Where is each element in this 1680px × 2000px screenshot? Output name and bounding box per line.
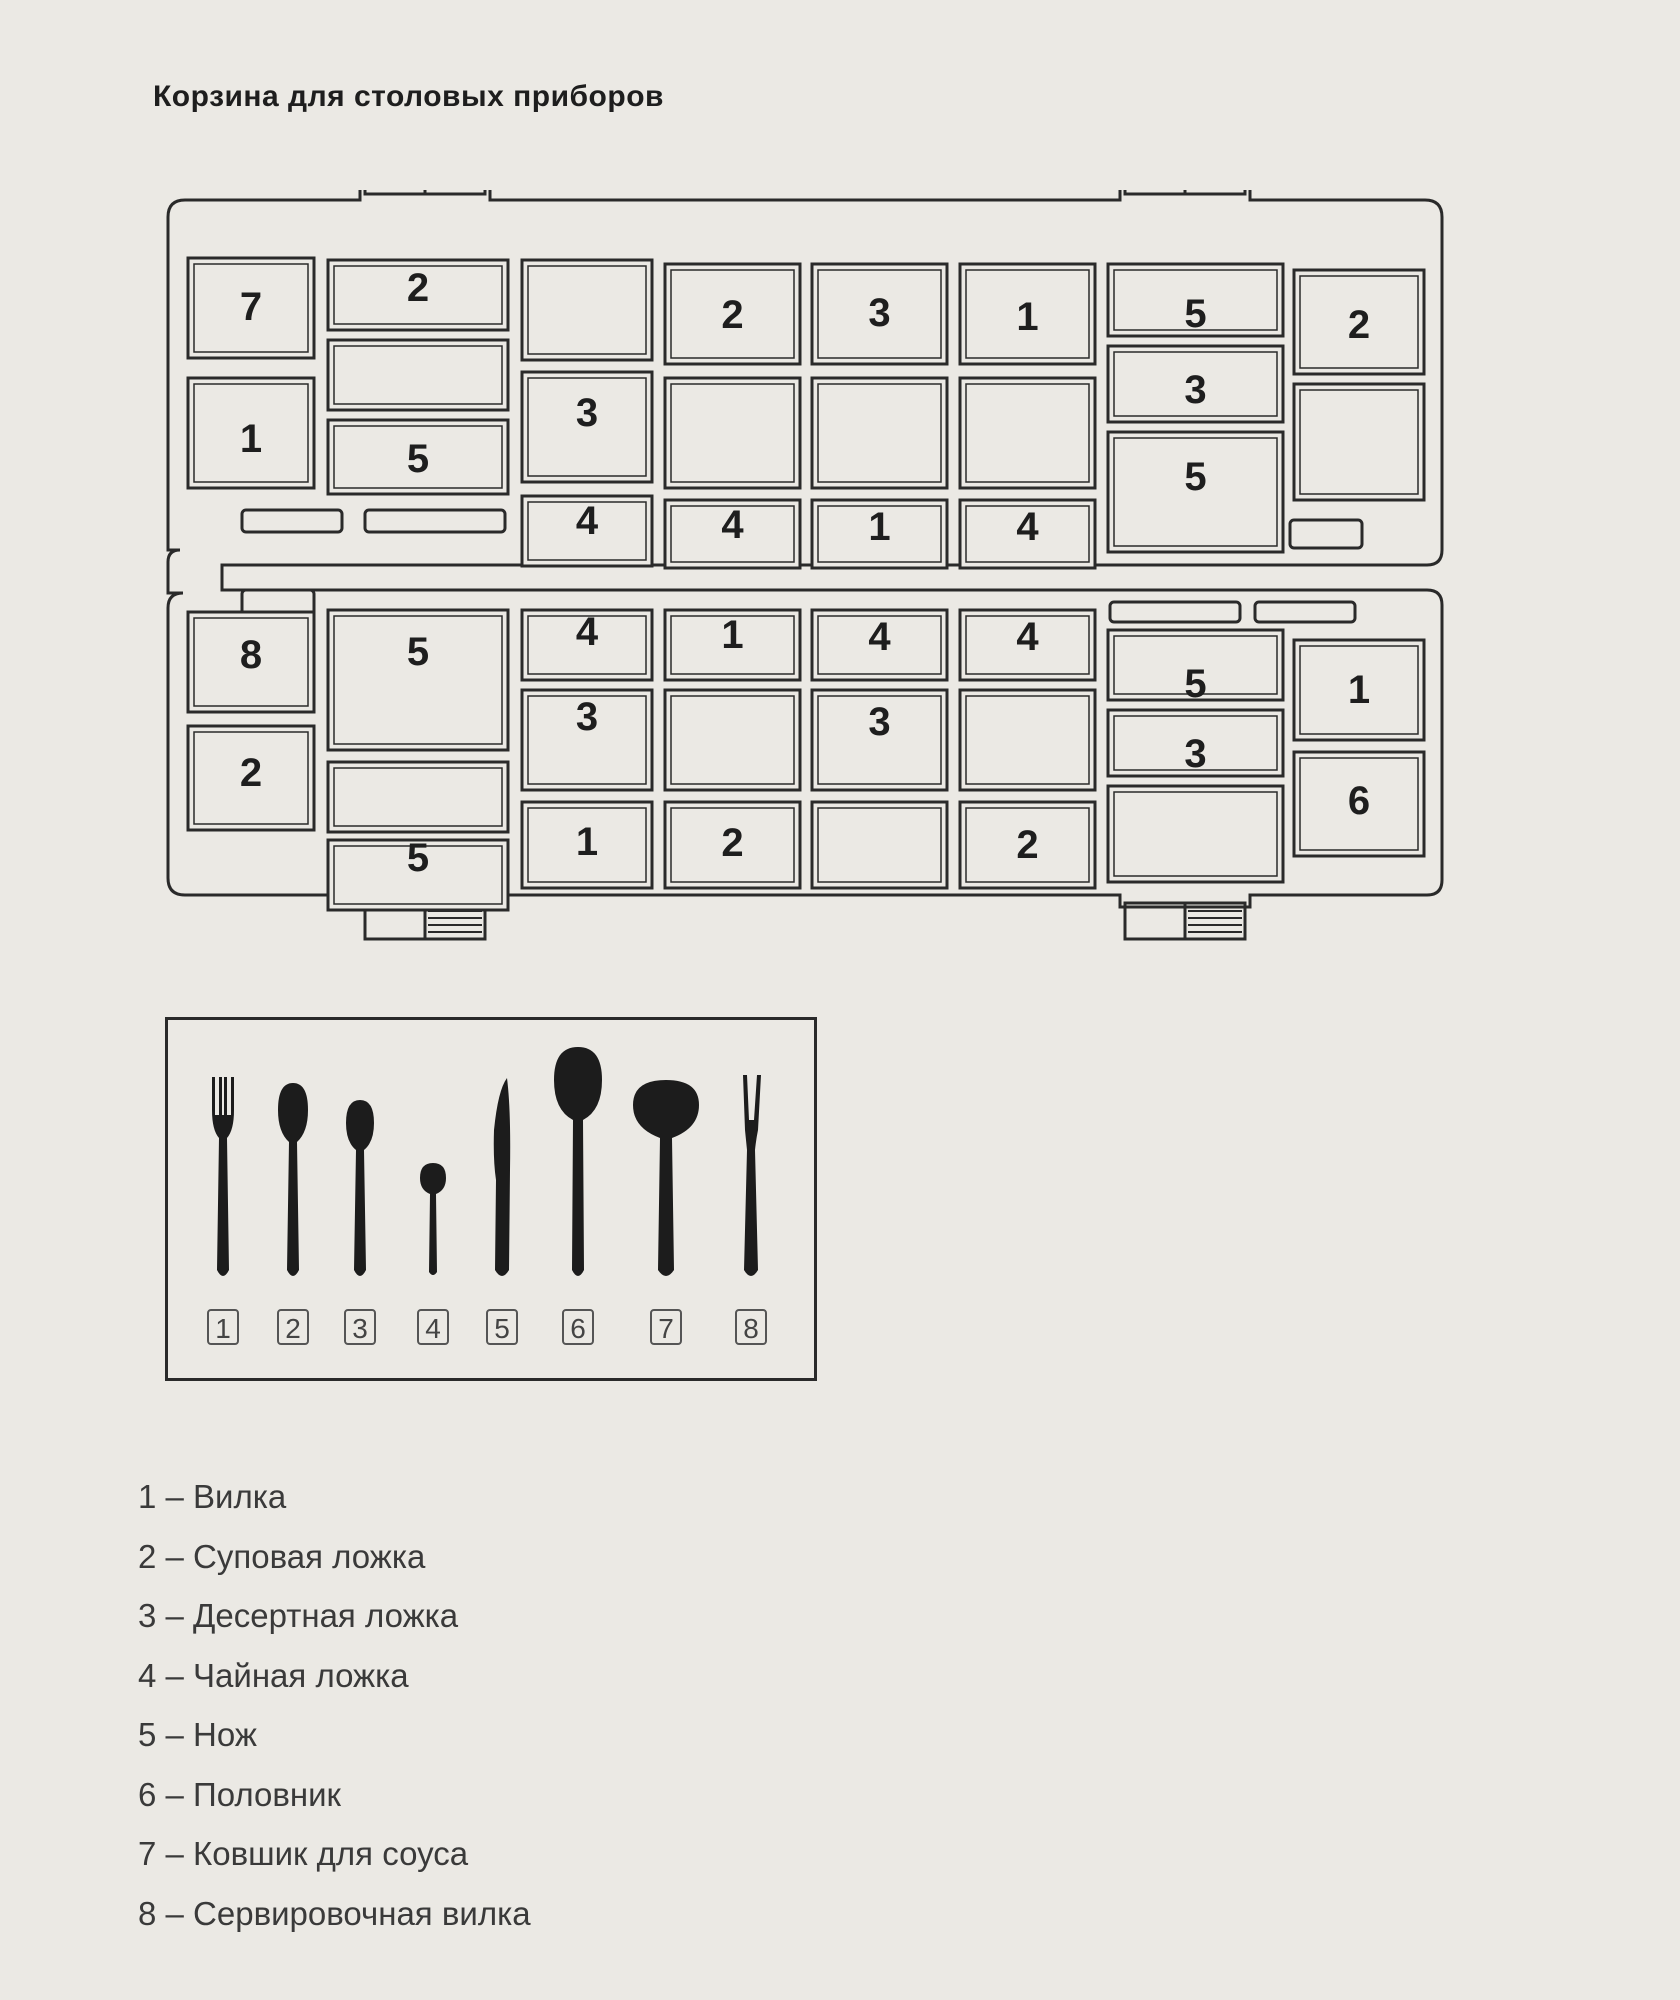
basket-cell-number: 5: [1184, 292, 1207, 336]
basket-cell-number: 1: [239, 417, 263, 461]
legend-item-fork: 1 – Вилка: [138, 1478, 287, 1515]
ladle-icon: [554, 1047, 602, 1276]
basket-cell-number: 2: [1016, 823, 1039, 867]
dessert-spoon-icon: [346, 1100, 374, 1276]
basket-cell-number: 3: [868, 700, 891, 744]
fork-icon: [212, 1077, 234, 1276]
basket-cell-number: 5: [1184, 662, 1207, 706]
key-number: 3: [352, 1313, 368, 1344]
legend-item-teaspoon: 4 – Чайная ложка: [138, 1656, 409, 1694]
cutlery-legend: [138, 1475, 531, 1951]
basket-cell-number: 5: [406, 836, 430, 880]
key-number: 7: [658, 1313, 674, 1344]
basket-cell-number: 3: [575, 391, 599, 435]
legend-item-soup-spoon: 2 – Суповая ложка: [138, 1537, 426, 1575]
basket-cell: [328, 762, 508, 832]
sauce-ladle-icon: [633, 1080, 699, 1276]
serving-fork-icon: [743, 1075, 761, 1276]
basket-cell: [1294, 384, 1424, 500]
basket-cell-number: 2: [406, 266, 430, 310]
basket-cell-number: 2: [1347, 303, 1371, 347]
basket-cell-number: 1: [1347, 668, 1371, 712]
basket-slot: [365, 510, 505, 532]
page-title: Корзина для столовых приборов: [153, 80, 664, 113]
key-number: 4: [425, 1313, 441, 1344]
basket-cell-number: 4: [575, 499, 599, 543]
basket-cell-number: 3: [1184, 732, 1207, 776]
basket-cell-number: 5: [406, 437, 430, 481]
basket-cell-number: 4: [721, 503, 744, 547]
basket-slot: [1110, 602, 1240, 622]
cutlery-basket-diagram: [160, 190, 1450, 950]
basket-cell-number: 2: [721, 821, 744, 865]
legend-item-dessert-spoon: 3 – Десертная ложка: [138, 1597, 459, 1634]
basket-cell: [665, 378, 800, 488]
legend-item-sauce-ladle: 7 – Ковшик для соуса: [138, 1835, 469, 1872]
basket-cell-number: 4: [1016, 505, 1039, 549]
basket-cell-number: 7: [239, 285, 263, 329]
key-number: 8: [743, 1313, 759, 1344]
basket-cell-number: 3: [575, 695, 599, 739]
key-number: 1: [215, 1313, 231, 1344]
teaspoon-icon: [420, 1163, 446, 1275]
soup-spoon-icon: [278, 1083, 308, 1276]
basket-cell-number: 5: [406, 630, 430, 674]
basket-cell-number: 4: [575, 610, 599, 654]
basket-cell: [960, 690, 1095, 790]
legend-item-ladle: 6 – Половник: [138, 1775, 341, 1813]
basket-cell: [960, 378, 1095, 488]
key-number: 5: [494, 1313, 510, 1344]
basket-cell: [812, 802, 947, 888]
basket-cell: [328, 340, 508, 410]
basket-cell-number: 2: [239, 751, 263, 795]
basket-slot: [242, 510, 342, 532]
key-number: 2: [285, 1313, 301, 1344]
key-number: 6: [570, 1313, 586, 1344]
basket-slot: [1255, 602, 1355, 622]
knife-icon: [494, 1078, 510, 1276]
basket-cell-number: 1: [721, 613, 744, 657]
basket-cell: [522, 260, 652, 360]
basket-cell-number: 1: [868, 505, 891, 549]
basket-cell-number: 5: [1184, 455, 1207, 499]
basket-slot: [1290, 520, 1362, 548]
basket-cell-number: 3: [868, 291, 891, 335]
basket-cell: [812, 378, 947, 488]
basket-cell-number: 1: [1016, 295, 1039, 339]
basket-cell-number: 1: [575, 820, 599, 864]
basket-cell-number: 8: [239, 633, 263, 677]
cutlery-key-box: [165, 1017, 817, 1381]
basket-cell-number: 3: [1184, 368, 1207, 412]
basket-cell-number: 4: [868, 615, 891, 659]
legend-item-knife: 5 – Нож: [138, 1716, 257, 1753]
basket-cell: [665, 690, 800, 790]
basket-cell: [1108, 786, 1283, 882]
basket-cell-number: 2: [721, 293, 744, 337]
basket-cell-number: 4: [1016, 615, 1039, 659]
legend-item-serving-fork: 8 – Сервировочная вилка: [138, 1894, 531, 1932]
basket-cell-number: 6: [1347, 779, 1371, 823]
